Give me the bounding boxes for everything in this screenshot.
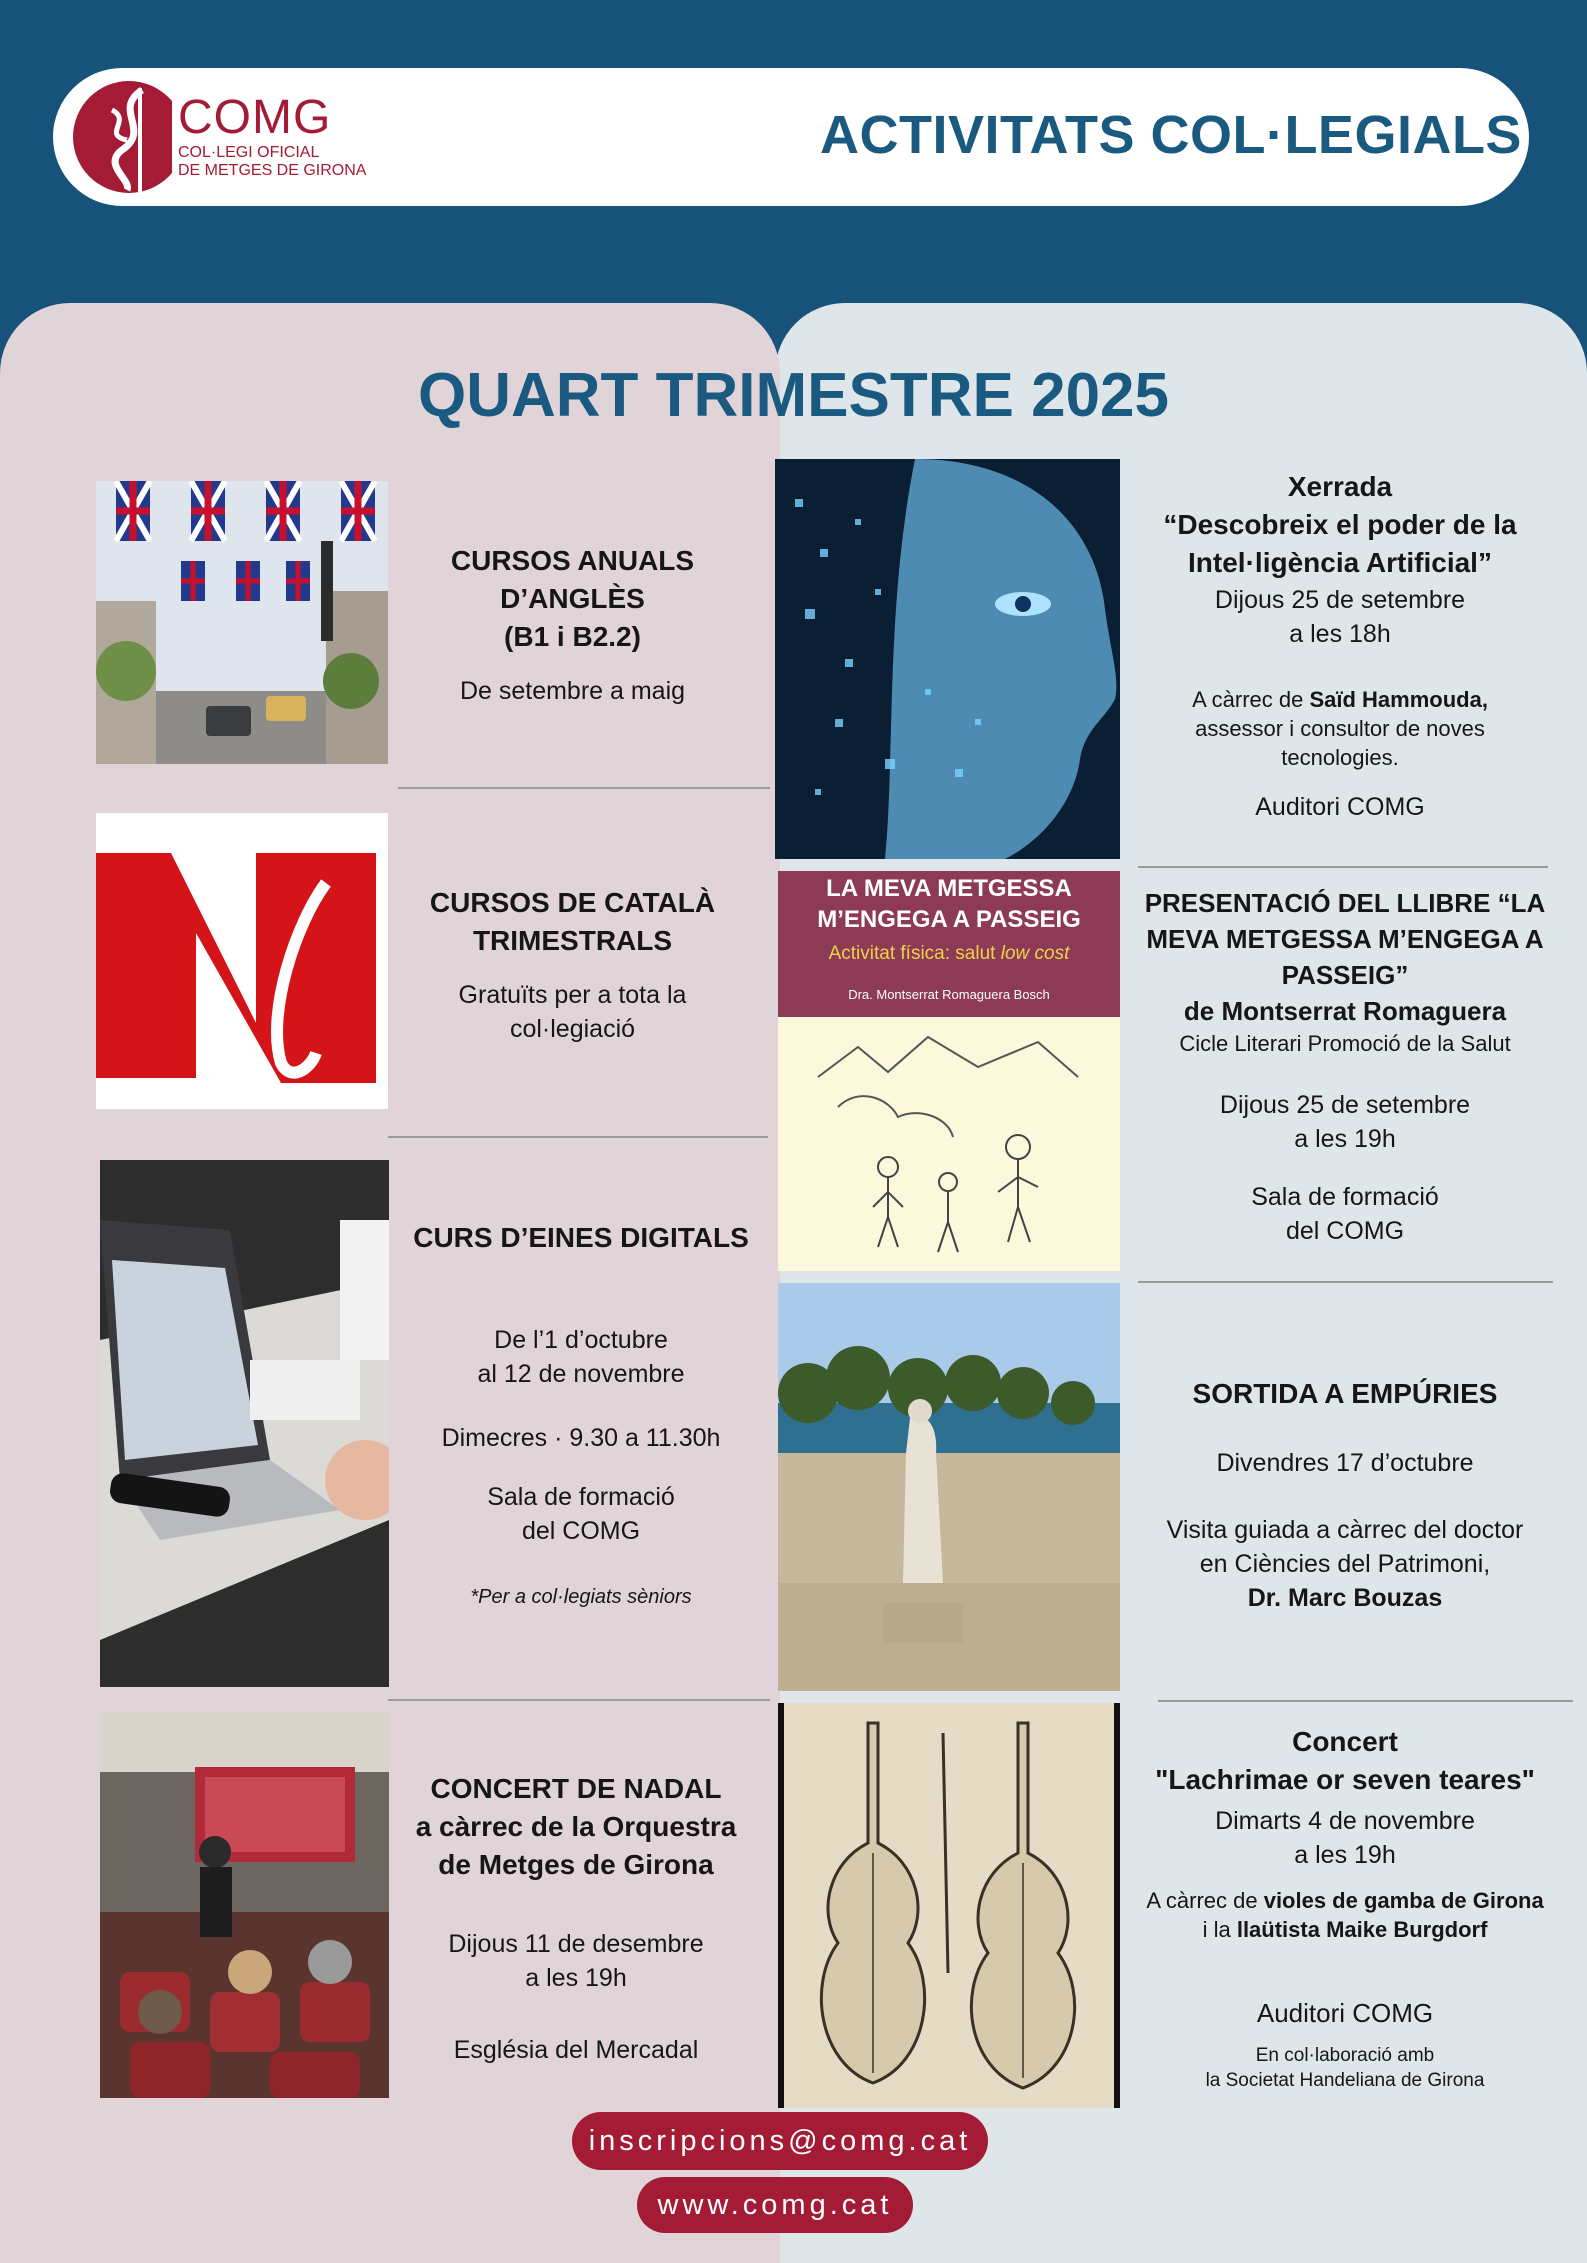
logo-subtitle-line2: DE METGES DE GIRONA [178, 162, 367, 179]
lachrimae-performers-line2 [1125, 1915, 1565, 1944]
digital-date-line1: De l’1 d’octubre [494, 1326, 668, 1354]
lachrimae-date-line2: a les 19h [1294, 1841, 1396, 1869]
book-presentation-cycle: Cicle Literari Promoció de la Salut [1179, 1031, 1511, 1056]
website-link[interactable]: www.comg.cat [637, 2177, 913, 2233]
lachrimae-title: "Lachrimae or seven teares" [1155, 1764, 1535, 1795]
ai-talk-title-line1: “Descobreix el poder de la [1163, 509, 1517, 540]
logo-subtitle [178, 144, 366, 180]
lachrimae-performers [1125, 1886, 1565, 1944]
empuries-desc-line1: Visita guiada a càrrec del doctor [1166, 1516, 1524, 1544]
empuries-title: SORTIDA A EMPÚRIES [1192, 1378, 1498, 1409]
viols-engraving-image [778, 1703, 1120, 2108]
book-presentation-title [1125, 885, 1565, 1029]
lachrimae-by-prefix: A càrrec de [1146, 1888, 1264, 1913]
ai-talk-speaker-line1 [1125, 685, 1555, 714]
lachrimae-performer1: violes de gamba de Girona [1263, 1888, 1544, 1913]
book-cover-author: Dra. Montserrat Romaguera Bosch [848, 987, 1050, 1002]
christmas-title-line1: CONCERT DE NADAL [430, 1773, 722, 1804]
divider [388, 1699, 770, 1701]
christmas-title-line3: de Metges de Girona [438, 1849, 714, 1880]
empuries-guide: Dr. Marc Bouzas [1247, 1584, 1443, 1612]
ai-talk-place: Auditori COMG [1255, 793, 1425, 821]
digital-course-time: Dimecres · 9.30 a 11.30h [441, 1424, 721, 1452]
logo-subtitle-line1: COL·LEGI OFICIAL [178, 144, 320, 161]
empuries-desc [1125, 1513, 1565, 1615]
ai-talk-date [1125, 583, 1555, 651]
book-title-line1: PRESENTACIÓ DEL LLIBRE “LA [1144, 888, 1546, 918]
ai-talk-speaker [1125, 685, 1555, 772]
orchestra-concert-image [100, 1712, 389, 2098]
divider [398, 787, 770, 789]
lachrimae-performers-line1 [1125, 1886, 1565, 1915]
catalan-desc-line1: Gratuïts per a tota la [458, 981, 687, 1009]
page-title: QUART TRIMESTRE 2025 [417, 361, 1170, 430]
lachrimae-date [1125, 1804, 1565, 1872]
ai-talk-title-line2: Intel·ligència Artificial” [1188, 547, 1492, 578]
book-date-line1: Dijous 25 de setembre [1219, 1091, 1471, 1119]
lachrimae-kind: Concert [1292, 1726, 1398, 1757]
digital-date-line2: al 12 de novembre [477, 1360, 685, 1388]
ai-talk-date-line1: Dijous 25 de setembre [1214, 586, 1466, 614]
english-courses-dates: De setembre a maig [459, 677, 686, 705]
book-cover-subtitle [778, 943, 1120, 965]
book-title-line2: MEVA METGESSA M’ENGEGA A [1146, 924, 1544, 954]
lachrimae-date-line1: Dimarts 4 de novembre [1215, 1807, 1475, 1835]
lachrimae-by-mid: i la [1202, 1917, 1237, 1942]
christmas-title-line2: a càrrec de la Orquestra [415, 1811, 737, 1842]
digital-course-title: CURS D’EINES DIGITALS [413, 1222, 749, 1253]
laptop-image [100, 1160, 389, 1687]
ai-talk-speaker-line3: tecnologies. [1281, 745, 1399, 770]
christmas-date-line1: Dijous 11 de desembre [448, 1930, 704, 1958]
catalan-title-line2: TRIMESTRALS [472, 925, 673, 956]
catalan-courses-desc [390, 978, 755, 1046]
christmas-date-line2: a les 19h [525, 1964, 627, 1992]
ai-talk-date-line2: a les 18h [1289, 620, 1391, 648]
ai-talk-speaker-name: Saïd Hammouda, [1309, 687, 1488, 712]
ai-face-image [775, 459, 1120, 859]
email-link[interactable]: inscripcions@comg.cat [572, 2112, 988, 2170]
catalan-courses-title [390, 884, 755, 960]
book-cover-subtitle-b: low cost [1000, 943, 1070, 964]
christmas-concert-date [390, 1927, 762, 1995]
book-cover-title-line1: LA MEVA METGESSA [826, 875, 1072, 902]
digital-course-note: *Per a col·legiats sèniors [470, 1586, 692, 1608]
lachrimae-collaboration [1125, 2043, 1565, 2093]
lachrimae-concert-title [1125, 1723, 1565, 1799]
book-cover-title [778, 873, 1120, 935]
digital-course-place [390, 1480, 772, 1548]
book-place-line1: Sala de formació [1251, 1183, 1439, 1211]
empuries-desc-line2: en Ciències del Patrimoni, [1199, 1550, 1491, 1578]
divider [1138, 1281, 1553, 1283]
ai-talk-kind: Xerrada [1287, 471, 1393, 502]
book-cover-image [778, 871, 1120, 1271]
english-courses-title [390, 542, 755, 656]
logo-name: COMG [178, 91, 332, 144]
empuries-statue-image [778, 1283, 1120, 1691]
ai-talk-title [1125, 468, 1555, 582]
book-title-line4: de Montserrat Romaguera [1183, 996, 1507, 1026]
divider [388, 1136, 768, 1138]
header-title: ACTIVITATS COL·LEGIALS [820, 105, 1522, 165]
lachrimae-performer2: llaütista Maike Burgdorf [1236, 1917, 1488, 1942]
london-street-image [96, 481, 388, 764]
book-title-line3: PASSEIG” [1281, 960, 1409, 990]
lachrimae-place: Auditori COMG [1256, 1998, 1434, 2028]
christmas-concert-title [390, 1770, 762, 1884]
book-presentation-place [1125, 1180, 1565, 1248]
empuries-date: Divendres 17 d’octubre [1216, 1449, 1474, 1477]
digital-course-dates [390, 1323, 772, 1391]
comg-logo-icon [72, 80, 172, 194]
divider [1158, 1700, 1573, 1702]
book-date-line2: a les 19h [1294, 1125, 1396, 1153]
digital-place-line1: Sala de formació [487, 1483, 675, 1511]
ai-talk-speaker-line2: assessor i consultor de noves [1195, 716, 1485, 741]
lachrimae-collab-line2: la Societat Handeliana de Girona [1205, 2070, 1485, 2091]
book-place-line2: del COMG [1285, 1217, 1405, 1245]
book-cover-title-line2: M’ENGEGA A PASSEIG [817, 906, 1081, 933]
english-title-line1: CURSOS ANUALS [450, 545, 695, 576]
lachrimae-collab-line1: En col·laboració amb [1255, 2045, 1435, 2066]
digital-place-line2: del COMG [521, 1517, 641, 1545]
english-title-line3: (B1 i B2.2) [504, 621, 641, 652]
nl-logo-image [96, 813, 388, 1109]
english-title-line2: D’ANGLÈS [500, 583, 645, 614]
book-cover-drawing [778, 1017, 1120, 1271]
book-cover-subtitle-a: Activitat física: salut [828, 943, 1001, 964]
catalan-title-line1: CURSOS DE CATALÀ [429, 887, 716, 918]
divider [1138, 866, 1548, 868]
book-presentation-date [1125, 1088, 1565, 1156]
catalan-desc-line2: col·legiació [509, 1015, 636, 1043]
christmas-concert-place: Església del Mercadal [453, 2036, 699, 2064]
ai-talk-by-prefix: A càrrec de [1192, 687, 1310, 712]
